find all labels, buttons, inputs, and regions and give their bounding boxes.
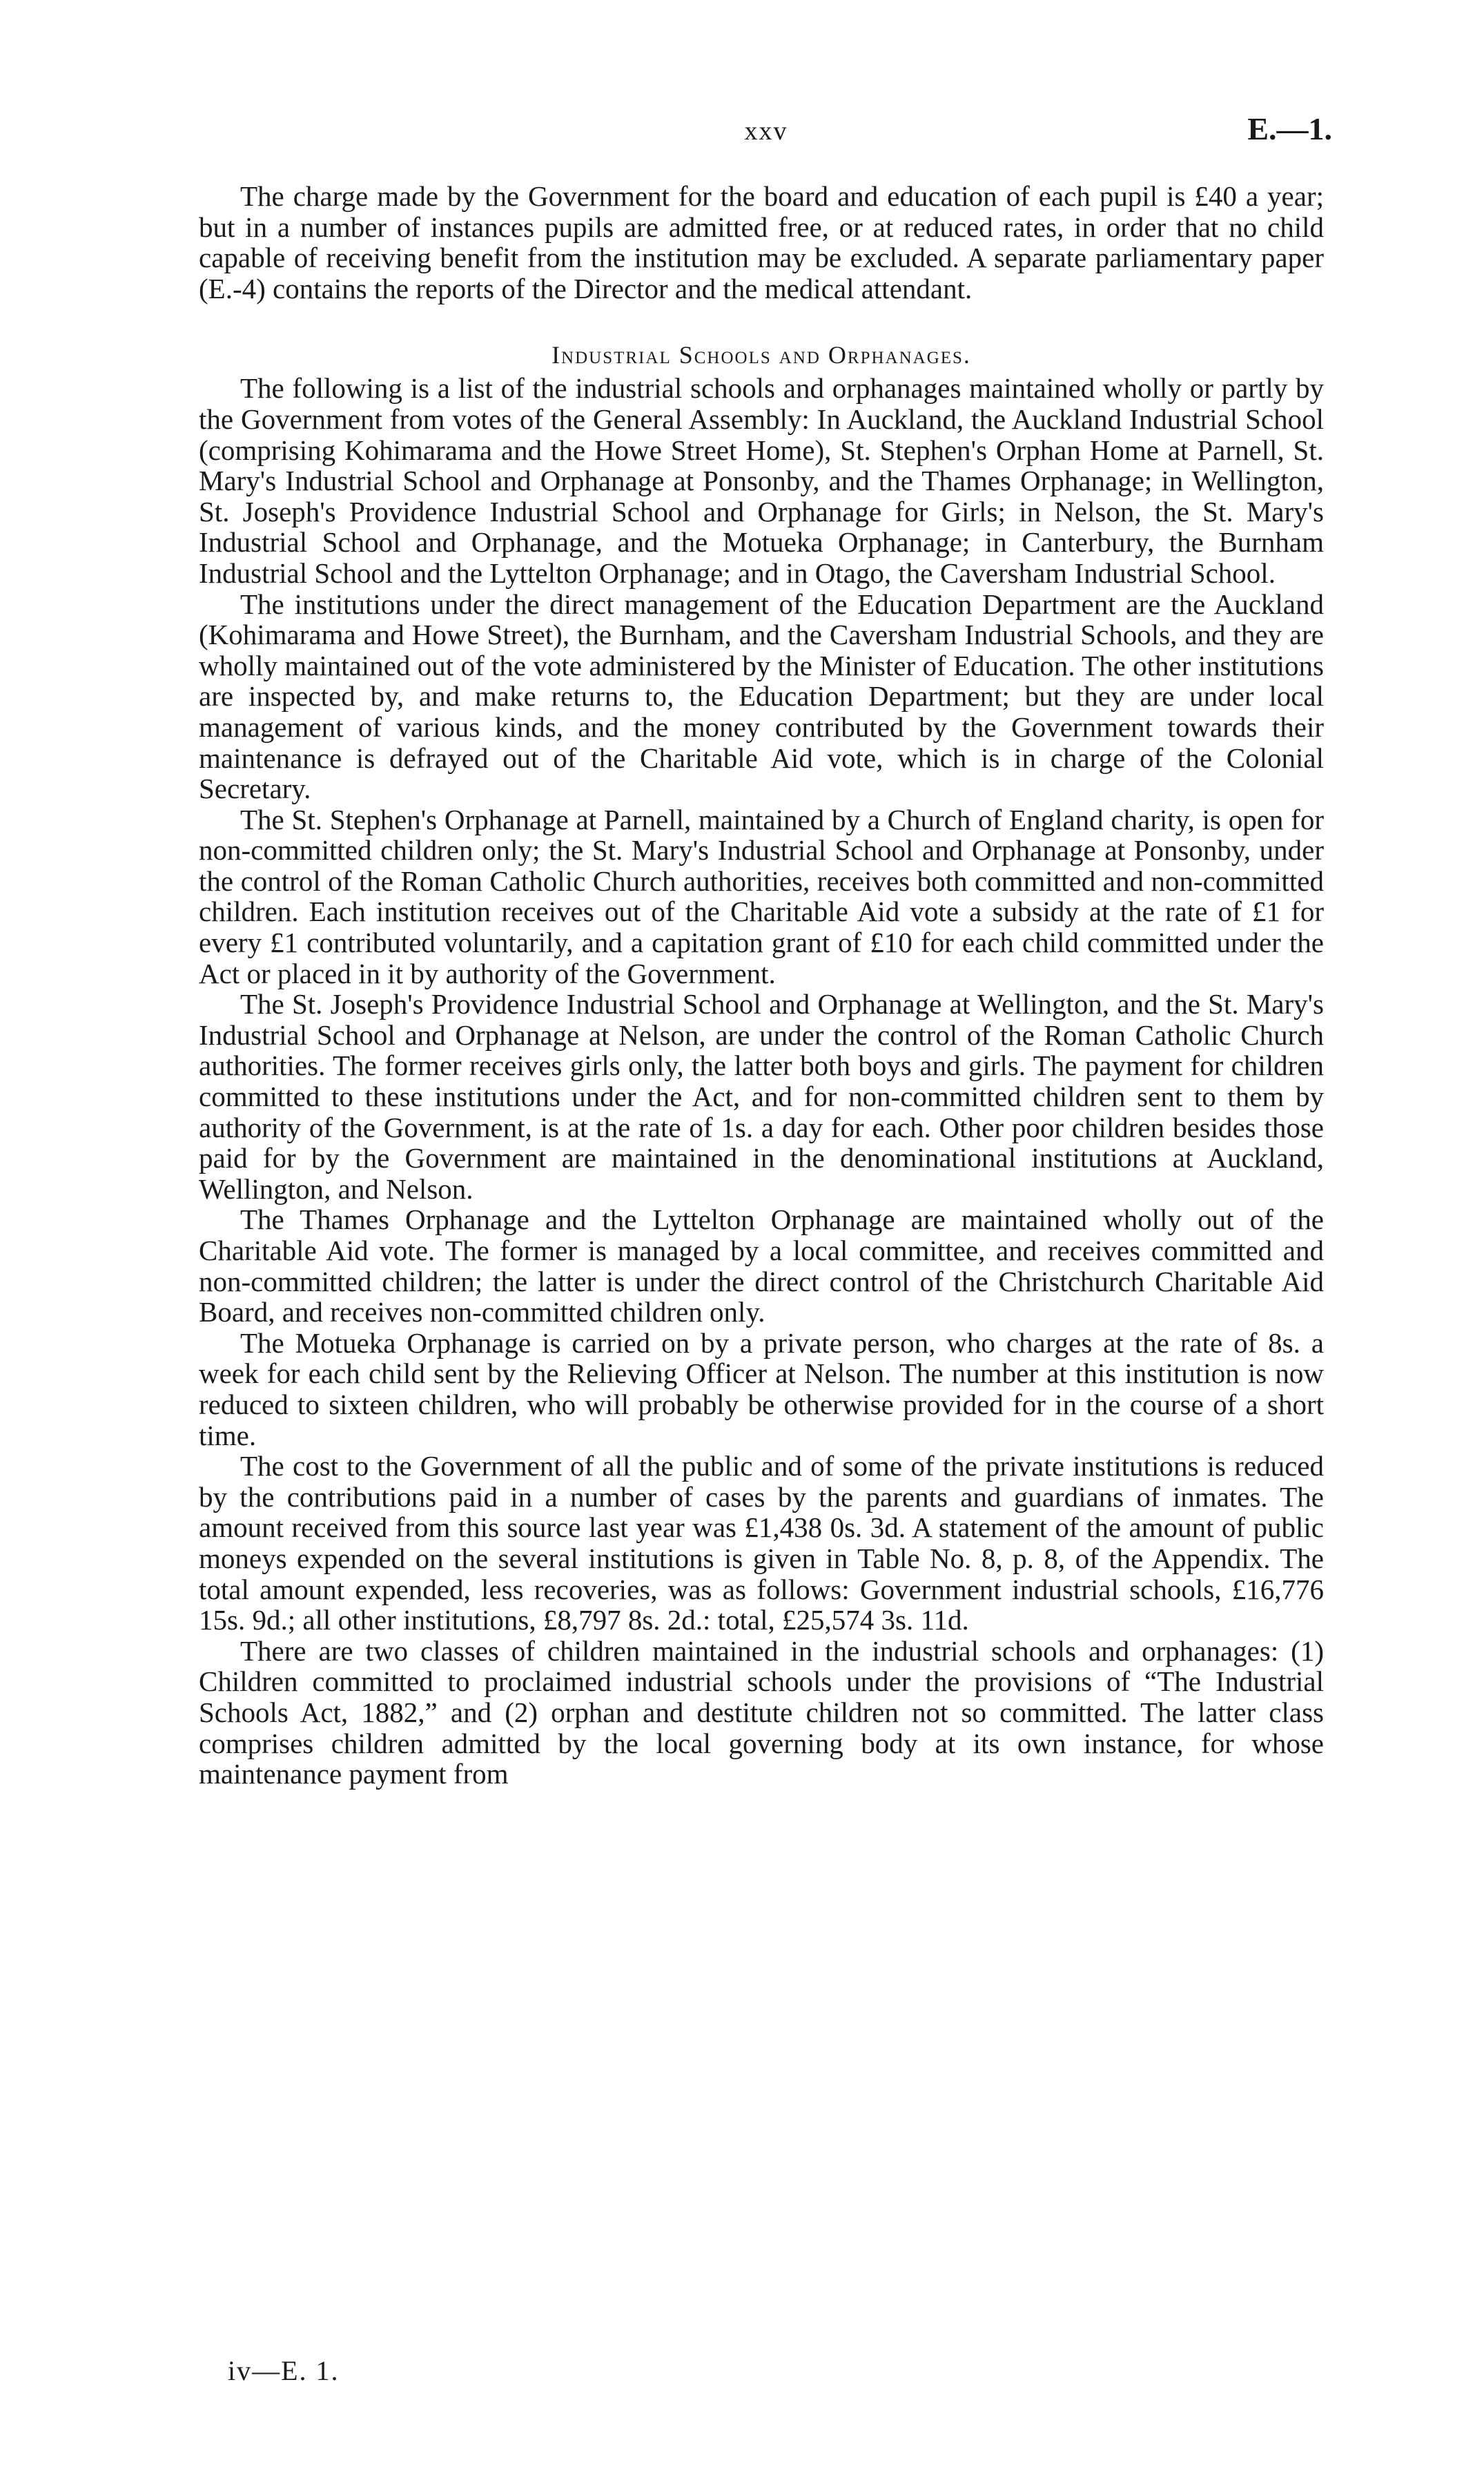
paragraph-motueka: The Motueka Orphanage is carried on by a private person, who charges at the rate of 8s. a week for each child sent by the Relieving Officer at Nelson. The number at this institution is now reduced to sixteen children, who will probably be otherwise provided for in the course of a short time. xyxy=(199,1326,1324,1451)
paragraph-direct-management: The institutions under the direct management of the Education Department are the Auckland (Kohimarama and Howe Street), the Burnham, and the Caversham Industrial Schools, and they are wholly maintained out of the vote administered by the Minister of Education. The other institutions are inspected by, and make returns to, the Education Department; but they are under local management of various kinds, and the money contributed by the Government towards their maintenance is defrayed out of the Charitable Aid vote, which is in charge of the Colonial Secretary. xyxy=(199,588,1324,805)
paragraph-st-stephens: The St. Stephen's Orphanage at Parnell, maintained by a Church of England charity, is open for non-committed children only; the St. Mary's Industrial School and Orphanage at Ponsonby, under the control of the Roman Catholic Church authorities, receives both committed and non-committed children. Each institution receives out of the Charitable Aid vote a subsidy at the rate of £1 for every £1 contributed voluntarily, and a capitation grant of £10 for each child committed under the Act or placed in it by authority of the Government. xyxy=(199,803,1324,989)
document-reference: E.—1. xyxy=(1247,111,1332,146)
body-text xyxy=(199,181,1324,1790)
paragraph-thames-lyttelton: The Thames Orphanage and the Lyttelton Orphanage are maintained wholly out of the Charitable Aid vote. The former is managed by a local committee, and receives committed and non-committed children; the latter is under the direct control of the Christchurch Charitable Aid Board, and receives non-committed children only. xyxy=(199,1203,1324,1328)
paragraph-cost: The cost to the Government of all the public and of some of the private institutions is reduced by the contributions paid in a number of cases by the parents and guardians of inmates. The amount received from this source last year was £1,438 0s. 3d. A statement of the amount of public moneys expended on the several institutions is given in Table No. 8, p. 8, of the Appendix. The total amount expended, less recoveries, was as follows: Government industrial schools, £16,776 15s. 9d.; all other institutions, £8,797 8s. 2d.: total, £25,574 3s. 11d. xyxy=(199,1450,1324,1636)
page-header xyxy=(200,111,1332,157)
paragraph-classes-of-children: There are two classes of children maintained in the industrial schools and orphanages: (1) Children committed to proclaimed industrial schools under the provisions of “The Industrial Schools Act, 1882,” and (2) orphan and destitute children not so committed. The latter class comprises children admitted by the local governing body at its own instance, for whose maintenance payment from xyxy=(199,1634,1324,1790)
intro-paragraph: The charge made by the Government for the board and education of each pupil is £40 a year; but in a number of instances pupils are admitted free, or at reduced rates, in order that no child capable of receiving benefit from the institution may be excluded. A separate parliamentary paper (E.-4) contains the reports of the Director and the medical attendant. xyxy=(199,180,1324,304)
page-number: xxv xyxy=(744,117,788,146)
paragraph-school-list: The following is a list of the industrial schools and orphanages maintained wholly or partly by the Government from votes of the General Assembly: In Auckland, the Auckland Industrial School (comprising Kohimarama and the Howe Street Home), St. Stephen's Orphan Home at Parnell, St. Mary's Industrial School and Orphanage at Ponsonby, and the Thames Orphanage; in Wellington, St. Joseph's Providence Industrial School and Orphanage for Girls; in Nelson, the St. Mary's Industrial School and Orphanage, and the Motueka Orphanage; in Canterbury, the Burnham Industrial School and the Lyttelton Orphanage; and in Otago, the Caversham Industrial School. xyxy=(199,372,1324,589)
signature-mark: iv—E. 1. xyxy=(228,2355,340,2386)
section-heading: Industrial Schools and Orphanages. xyxy=(551,341,971,369)
paragraph-st-josephs: The St. Joseph's Providence Industrial School and Orphanage at Wellington, and the St. Mary's Industrial School and Orphanage at Nelson, are under the control of the Roman Catholic Church authorities. The former receives girls only, the latter both boys and girls. The payment for children committed to these institutions under the Act, and for non-committed children sent to them by authority of the Government, is at the rate of 1s. a day for each. Other poor children besides those paid for by the Government are maintained in the denominational institutions at Auckland, Wellington, and Nelson. xyxy=(199,988,1324,1205)
